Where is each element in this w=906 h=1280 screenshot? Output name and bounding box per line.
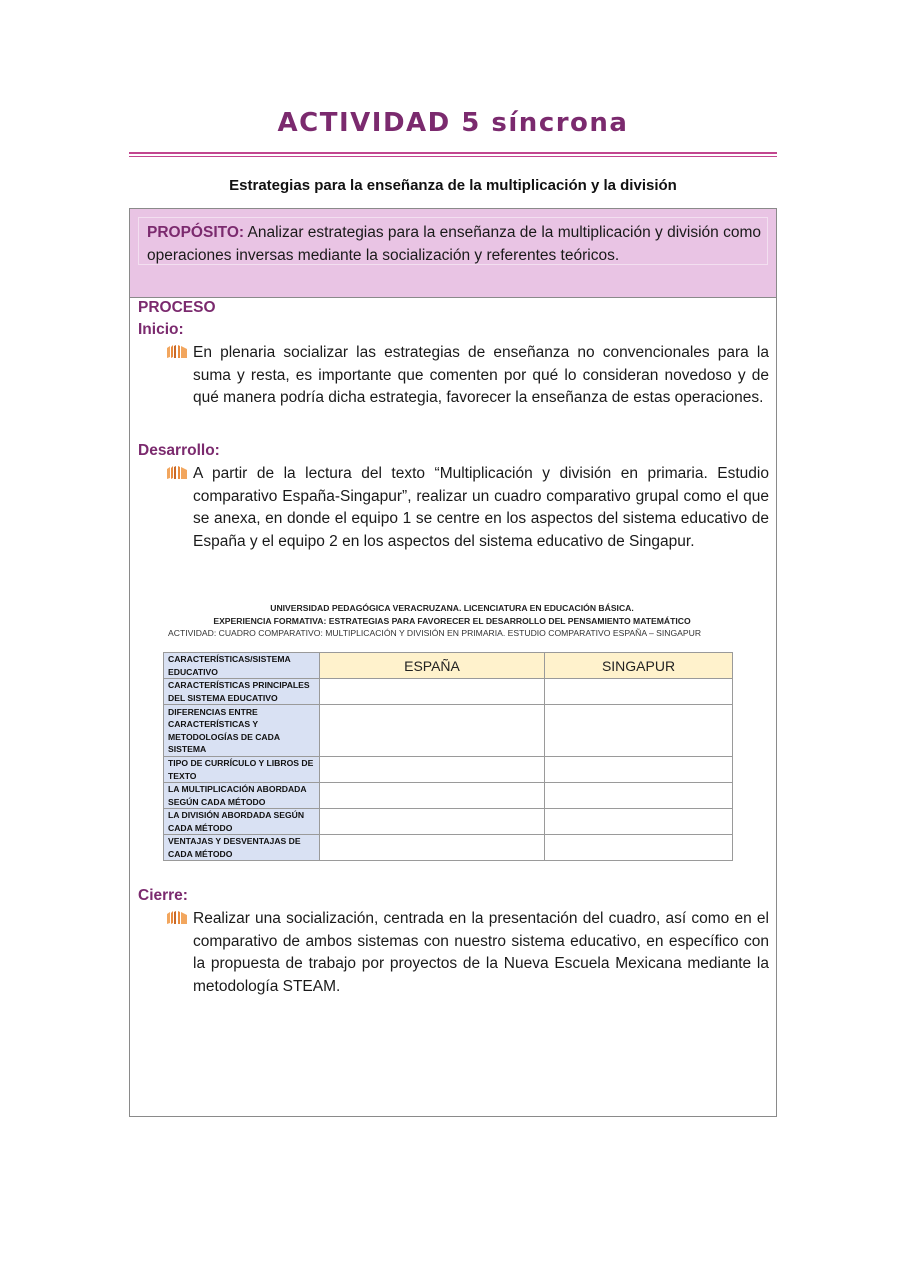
table-row: [164, 809, 733, 835]
page-title: ACTIVIDAD 5 síncrona: [277, 108, 629, 138]
table-row: [164, 757, 733, 783]
inset-heading-experience: EXPERIENCIA FORMATIVA: ESTRATEGIAS PARA FAVORECER EL DESARROLLO DEL PENSAMIENTO MATEMÁTICO: [213, 616, 691, 626]
inset-heading-university: UNIVERSIDAD PEDAGÓGICA VERACRUZANA. LICENCIATURA EN EDUCACIÓN BÁSICA.: [270, 603, 634, 613]
column-header-singapur: SINGAPUR: [545, 653, 733, 679]
purpose-label: PROPÓSITO:: [147, 224, 245, 241]
purpose-paragraph: [147, 221, 761, 267]
book-bullet-icon: [166, 911, 188, 925]
row-header: CARACTERÍSTICAS PRINCIPALES DEL SISTEMA EDUCATIVO: [164, 679, 320, 705]
cierre-heading: Cierre:: [138, 887, 188, 904]
process-heading: PROCESO: [138, 299, 216, 316]
table-cell: [545, 705, 733, 757]
row-header: LA MULTIPLICACIÓN ABORDADA SEGÚN CADA MÉTODO: [164, 783, 320, 809]
row-header: LA DIVISIÓN ABORDADA SEGÚN CADA MÉTODO: [164, 809, 320, 835]
desarrollo-text: A partir de la lectura del texto “Multiplicación y división en primaria. Estudio comparativo España-Singapur”, realizar un cuadro comparativo grupal como el que se anexa, en donde el equipo 1 se centre en los aspectos del sistema educativo de España y el equipo 2 en los aspectos del sistema educativo de Singapur.: [193, 465, 769, 550]
table-cell: [545, 809, 733, 835]
purpose-text: Analizar estrategias para la enseñanza de la multiplicación y división como operaciones inversas mediante la socialización y referentes teóricos.: [147, 224, 761, 264]
page-subtitle: Estrategias para la enseñanza de la multiplicación y la división: [229, 177, 677, 194]
table-header-row: [164, 653, 733, 679]
table-cell: [545, 679, 733, 705]
table-row: [164, 705, 733, 757]
inset-heading-activity: ACTIVIDAD: CUADRO COMPARATIVO: MULTIPLICACIÓN Y DIVISIÓN EN PRIMARIA. ESTUDIO COMPARATIVO ESPAÑA – SINGAPUR: [168, 628, 702, 638]
title-rule: [129, 152, 777, 154]
cierre-text: Realizar una socialización, centrada en la presentación del cuadro, así como en el comparativo de ambos sistemas con nuestro sistema educativo, en específico con la propuesta de trabajo por proyectos de la Nueva Escuela Mexicana mediante la metodología STEAM.: [193, 910, 769, 995]
table-cell: [320, 705, 545, 757]
table-corner-cell: CARACTERÍSTICAS/SISTEMA EDUCATIVO: [164, 653, 320, 679]
comparison-chart-image: [160, 599, 740, 869]
table-cell: [545, 835, 733, 861]
table-cell: [545, 783, 733, 809]
comparison-table: [163, 652, 733, 861]
title-rule-thin: [129, 156, 777, 157]
table-row: [164, 835, 733, 861]
inicio-heading: Inicio:: [138, 321, 184, 338]
table-cell: [320, 809, 545, 835]
table-cell: [320, 679, 545, 705]
table-row: [164, 783, 733, 809]
inicio-text: En plenaria socializar las estrategias de enseñanza no convencionales para la suma y resta, es importante que comenten por qué lo consideran novedoso y de qué manera podría dicha estrategia, favorecer la enseñanza de estas operaciones.: [193, 344, 769, 406]
book-bullet-icon: [166, 466, 188, 480]
table-cell: [320, 783, 545, 809]
row-header: DIFERENCIAS ENTRE CARACTERÍSTICAS Y METODOLOGÍAS DE CADA SISTEMA: [164, 705, 320, 757]
table-cell: [545, 757, 733, 783]
activity-box: [129, 208, 777, 1117]
desarrollo-heading: Desarrollo:: [138, 442, 220, 459]
purpose-section: [130, 209, 776, 298]
row-header: TIPO DE CURRÍCULO Y LIBROS DE TEXTO: [164, 757, 320, 783]
table-row: [164, 679, 733, 705]
row-header: VENTAJAS Y DESVENTAJAS DE CADA MÉTODO: [164, 835, 320, 861]
table-cell: [320, 835, 545, 861]
column-header-espana: ESPAÑA: [320, 653, 545, 679]
book-bullet-icon: [166, 345, 188, 359]
table-cell: [320, 757, 545, 783]
